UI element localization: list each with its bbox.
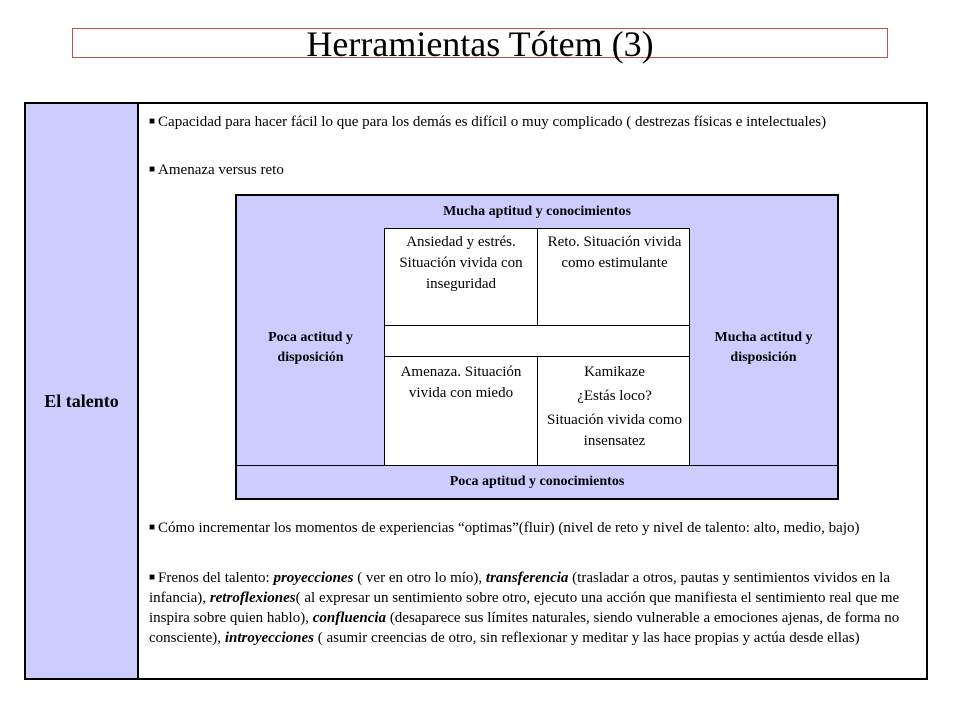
side-label: El talento bbox=[44, 391, 119, 411]
matrix-bottom-band: Poca aptitud y conocimientos bbox=[237, 465, 837, 498]
square-bullet-icon: ■ bbox=[149, 164, 156, 175]
content-table bbox=[24, 102, 928, 680]
matrix-cell-top-left: Ansiedad y estrés. Situación vivida con inseguridad bbox=[385, 228, 538, 326]
matrix-right-column: Mucha actitud y disposición bbox=[689, 228, 837, 468]
matrix-cell-bottom-right: Kamikaze ¿Estás loco? Situación vivida como insensatez bbox=[547, 364, 682, 449]
matrix-cell-bottom-left: Amenaza. Situación vivida con miedo bbox=[385, 356, 538, 468]
talent-matrix bbox=[235, 194, 839, 500]
matrix-left-column: Poca actitud y disposición bbox=[237, 228, 385, 468]
content-cell bbox=[139, 104, 926, 678]
square-bullet-icon: ■ bbox=[149, 572, 156, 583]
bullet-item: ■ Capacidad para hacer fácil lo que para los demás es difícil o muy complicado ( destrezas físicas e intelectuales) bbox=[149, 114, 827, 130]
bullet-item: ■ Frenos del talento: proyecciones ( ver en otro lo mío), transferencia (trasladar a otros, pautas y sentimientos vividos en la infancia), retroflexiones( al expresar un sentimiento sobre otro, ejecuto una acción que manifiesta el sentimiento real que me inspira sobre quien hablo), confluencia (desaparece sus límites naturales, siendo vulnerable a emociones ajenas, de forma no consciente), introyecciones ( asumir creencias de otro, sin reflexionar y meditar y las hace propias y actúa desde ellas) bbox=[149, 570, 900, 646]
bullet-item: ■ Amenaza versus reto bbox=[149, 162, 284, 178]
square-bullet-icon: ■ bbox=[149, 116, 156, 127]
square-bullet-icon: ■ bbox=[149, 522, 156, 533]
matrix-gap-row bbox=[385, 326, 691, 357]
matrix-top-band: Mucha aptitud y conocimientos bbox=[237, 196, 837, 229]
matrix-cell-top-right: Reto. Situación vivida como estimulante bbox=[538, 228, 691, 326]
bullet-item: ■ Cómo incrementar los momentos de experiencias “optimas”(fluir) (nivel de reto y nivel de talento: alto, medio, bajo) bbox=[149, 520, 860, 536]
page-title: Herramientas Tótem (3) bbox=[306, 24, 654, 64]
side-column bbox=[26, 104, 139, 678]
